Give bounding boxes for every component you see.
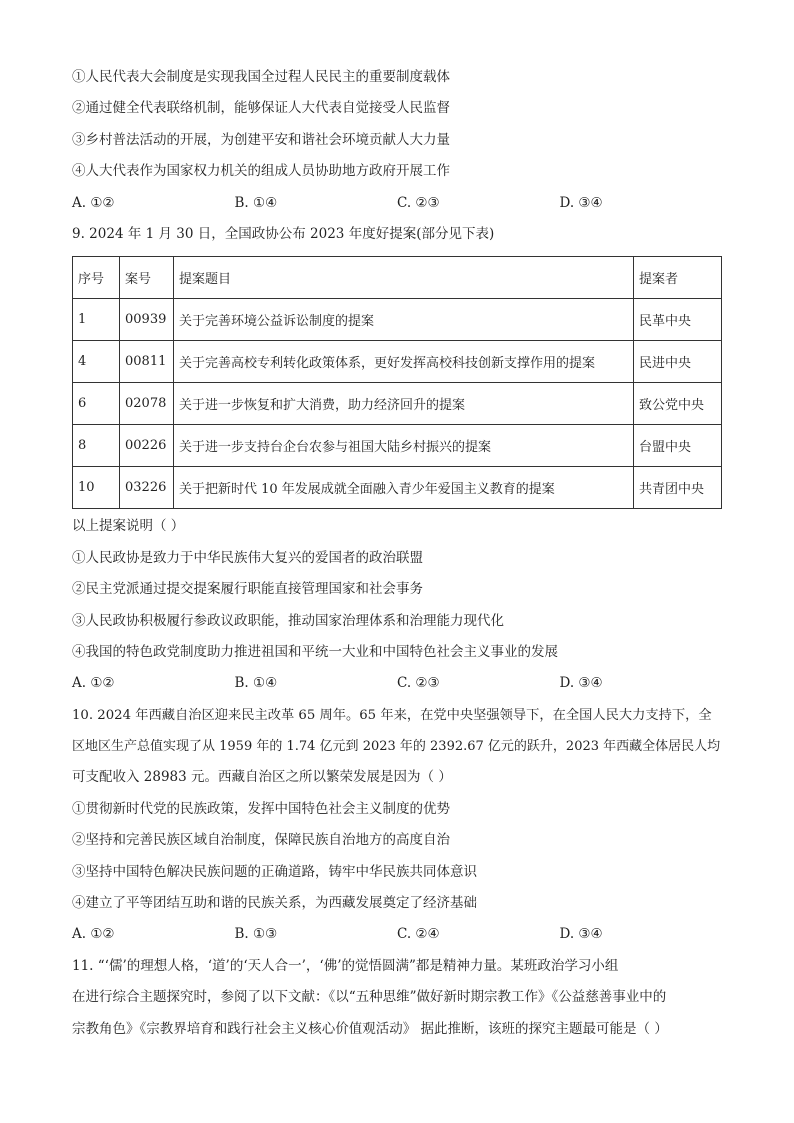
q11-stem-line-3: 宗教角色》《宗教界培育和践行社会主义核心价值观活动》 据此推断，该班的探究主题最可能是（ ）	[72, 1020, 668, 1037]
q8-statements	[72, 62, 722, 188]
q9-option-c[interactable]: C. ②③	[397, 675, 440, 692]
q9-statement-4: ④我国的特色政党制度助力推进祖国和平统一大业和中国特色社会主义事业的发展	[72, 643, 558, 660]
q9-options	[72, 668, 722, 699]
table-row	[73, 299, 722, 341]
cell-proposer: 民进中央	[634, 341, 722, 383]
table-row	[73, 341, 722, 383]
cell-proposer: 致公党中央	[634, 383, 722, 425]
q9-stem: 9. 2024 年 1 月 30 日，全国政协公布 2023 年度好提案(部分见下表)	[72, 225, 495, 242]
cell-index: 10	[73, 467, 120, 509]
q10-statement-4: ④建立了平等团结互助和谐的民族关系，为西藏发展奠定了经济基础	[72, 895, 477, 912]
q10-stem-line-1: 10. 2024 年西藏自治区迎来民主改革 65 周年。65 年来，在党中央坚强领导下，在全国人民大力支持下，全	[72, 707, 712, 723]
q10-statement-3: ③坚持中国特色解决民族问题的正确道路，铸牢中华民族共同体意识	[72, 863, 477, 880]
exam-page	[72, 62, 722, 1045]
q9-question: 以上提案说明（ ）	[72, 518, 185, 535]
q8-statement-2: ②通过健全代表联络机制，能够保证人大代表自觉接受人民监督	[72, 100, 450, 117]
q10-statement-1: ①贯彻新时代党的民族政策，发挥中国特色社会主义制度的优势	[72, 800, 450, 817]
q11-stem-line-1: 11. “‘儒’的理想人格，‘道’的‘天人合一’，‘佛’的觉悟圆满”都是精神力量。某班政治学习小组	[72, 957, 619, 974]
cell-title: 关于完善环境公益诉讼制度的提案	[174, 299, 634, 341]
cell-case-number: 00226	[120, 425, 174, 467]
cell-case-number: 02078	[120, 383, 174, 425]
cell-title: 关于进一步恢复和扩大消费，助力经济回升的提案	[174, 383, 634, 425]
cell-case-number: 00939	[120, 299, 174, 341]
q11-stem	[72, 951, 722, 1045]
q9-statement-2: ②民主党派通过提交提案履行职能直接管理国家和社会事务	[72, 581, 423, 598]
cell-index: 8	[73, 425, 120, 467]
proposal-table	[72, 256, 722, 509]
q8-statement-1: ①人民代表大会制度是实现我国全过程人民民主的重要制度载体	[72, 69, 450, 85]
cell-index: 6	[73, 383, 120, 425]
q9-option-a[interactable]: A. ①②	[72, 675, 115, 692]
q10-statement-2: ②坚持和完善民族区域自治制度，保障民族自治地方的高度自治	[72, 832, 450, 849]
q9-option-d[interactable]: D. ③④	[559, 675, 603, 692]
cell-proposer: 台盟中央	[634, 425, 722, 467]
cell-title: 关于完善高校专利转化政策体系，更好发挥高校科技创新支撑作用的提案	[174, 341, 634, 383]
q11-stem-line-2: 在进行综合主题探究时，参阅了以下文献：《以“五种思维”做好新时期宗教工作》《公益慈善事业中的	[72, 989, 667, 1006]
q10-option-d[interactable]: D. ③④	[559, 926, 603, 943]
q10-stem-line-3: 可支配收入 28983 元。西藏自治区之所以繁荣发展是因为（ ）	[72, 769, 452, 786]
q9-statement-3: ③人民政协积极履行参政议政职能，推动国家治理体系和治理能力现代化	[72, 612, 504, 629]
q9-statements	[72, 543, 722, 669]
header-case-number: 案号	[120, 257, 174, 299]
q8-option-a[interactable]: A. ①②	[72, 194, 115, 211]
cell-case-number: 00811	[120, 341, 174, 383]
cell-proposer: 民革中央	[634, 299, 722, 341]
cell-title: 关于进一步支持台企台农参与祖国大陆乡村振兴的提案	[174, 425, 634, 467]
q10-option-b[interactable]: B. ①③	[234, 926, 278, 943]
cell-index: 4	[73, 341, 120, 383]
q8-option-c[interactable]: C. ②③	[397, 194, 440, 211]
q10-stem-line-2: 区地区生产总值实现了从 1959 年的 1.74 亿元到 2023 年的 2392.67 亿元的跃升，2023 年西藏全体居民人均	[72, 739, 721, 755]
cell-title: 关于把新时代 10 年发展成就全面融入青少年爱国主义教育的提案	[174, 467, 634, 509]
q10-options	[72, 919, 722, 950]
cell-case-number: 03226	[120, 467, 174, 509]
q8-options	[72, 188, 722, 219]
table-row	[73, 425, 722, 467]
header-index: 序号	[73, 257, 120, 299]
table-row	[73, 467, 722, 509]
q9-option-b[interactable]: B. ①④	[234, 675, 278, 692]
q10-statements	[72, 794, 722, 920]
q8-statement-3: ③乡村普法活动的开展，为创建平安和谐社会环境贡献人大力量	[72, 131, 450, 148]
cell-index: 1	[73, 299, 120, 341]
table-row	[73, 383, 722, 425]
q10-option-c[interactable]: C. ②④	[397, 926, 440, 943]
table-header-row	[73, 257, 722, 299]
header-proposer: 提案者	[634, 257, 722, 299]
q8-option-d[interactable]: D. ③④	[559, 194, 603, 211]
header-title: 提案题目	[174, 257, 634, 299]
q10-stem	[72, 700, 722, 794]
cell-proposer: 共青团中央	[634, 467, 722, 509]
q8-option-b[interactable]: B. ①④	[234, 194, 278, 211]
q9-statement-1: ①人民政协是致力于中华民族伟大复兴的爱国者的政治联盟	[72, 549, 423, 566]
q10-option-a[interactable]: A. ①②	[72, 926, 115, 943]
q8-statement-4: ④人大代表作为国家权力机关的组成人员协助地方政府开展工作	[72, 163, 450, 180]
